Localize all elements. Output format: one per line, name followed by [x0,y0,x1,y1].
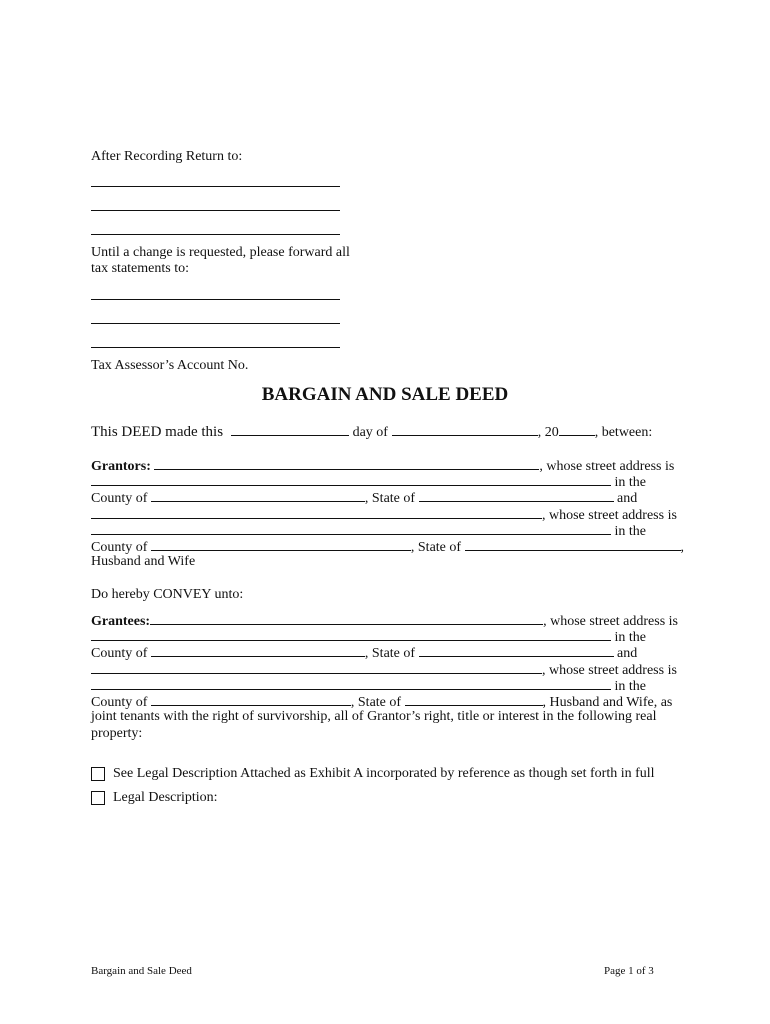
joint-tenants-text: joint tenants with the right of survivorship, all of Grantor’s right, title or interest in the following real [91,709,657,724]
grantors-label: Grantors: [91,459,151,474]
grantor-2-name-field[interactable] [91,506,542,519]
deed-text-1: This DEED made this [91,424,224,440]
deed-text-2: day of [352,425,388,440]
grantee-2-county-label: County of [91,695,148,710]
grantee-2-county-field[interactable] [151,693,351,706]
return-label: After Recording Return to: [91,149,243,164]
grantee-1-county-label: County of [91,646,148,661]
property-label: property: [91,726,143,741]
tax-address-line-2[interactable] [91,323,340,324]
grantor-2-state-label: , State of [410,540,462,555]
grantee-1-whose-address: , whose street address is [543,614,679,629]
grantee-1-in-the: in the [614,630,646,645]
grantee-2-state-field[interactable] [405,693,543,706]
grantee-2-in-the: in the [614,679,646,694]
exhibit-option-label: See Legal Description Attached as Exhibit A incorporated by reference as though set forth in full [113,766,655,781]
grantee-1-state-field[interactable] [419,644,614,657]
grantee-2-whose-address: , whose street address is [542,663,677,678]
legal-description-checkbox[interactable] [91,791,105,805]
tax-assessor-label: Tax Assessor’s Account No. [91,358,249,373]
tax-forward-label-1: Until a change is requested, please forward all [91,245,350,260]
deed-text-3: , 20 [537,425,559,440]
grantors-row-3 [91,489,637,507]
deed-date-line [91,423,652,441]
footer-document-name: Bargain and Sale Deed [91,965,192,977]
convey-label: Do hereby CONVEY unto: [91,587,244,602]
grantor-1-county-label: County of [91,491,148,506]
grantor-1-in-the: in the [614,475,646,490]
grantor-2-comma: , [680,540,685,555]
grantee-husband-wife-as: , Husband and Wife, as [542,695,673,710]
deed-year-field[interactable] [559,423,595,436]
legal-description-label: Legal Description: [113,790,218,805]
grantor-1-and: and [617,491,638,506]
grantee-1-address-field[interactable] [91,628,611,641]
grantee-1-name-field[interactable] [150,612,543,625]
exhibit-checkbox[interactable] [91,767,105,781]
grantee-2-state-label: , State of [350,695,402,710]
grantee-2-address-field[interactable] [91,677,611,690]
tax-address-line-3[interactable] [91,347,340,348]
deed-text-4: , between: [594,425,653,440]
grantor-1-whose-address: , whose street address is [539,459,675,474]
grantor-2-address-field[interactable] [91,522,611,535]
deed-day-field[interactable] [231,423,349,436]
grantee-1-and: and [617,646,638,661]
deed-month-field[interactable] [392,423,538,436]
grantor-2-county-field[interactable] [151,538,411,551]
grantor-1-county-field[interactable] [151,489,365,502]
grantor-1-address-field[interactable] [91,473,611,486]
tax-address-line-1[interactable] [91,299,340,300]
tax-forward-label-2: tax statements to: [91,261,189,276]
grantor-1-name-field[interactable] [154,457,539,470]
return-address-line-2[interactable] [91,210,340,211]
footer-page-number: Page 1 of 3 [604,965,654,977]
grantor-2-whose-address: , whose street address is [542,508,677,523]
grantor-2-in-the: in the [614,524,646,539]
grantee-1-county-field[interactable] [151,644,365,657]
grantor-1-state-label: , State of [364,491,416,506]
grantors-husband-wife: Husband and Wife [91,554,196,569]
grantees-label: Grantees: [91,614,151,629]
grantor-1-state-field[interactable] [419,489,614,502]
grantee-2-name-field[interactable] [91,661,542,674]
document-title: BARGAIN AND SALE DEED [261,384,509,405]
grantee-1-state-label: , State of [364,646,416,661]
return-address-line-3[interactable] [91,234,340,235]
grantor-2-state-field[interactable] [465,538,681,551]
grantees-row-3 [91,644,637,662]
grantor-2-county-label: County of [91,540,148,555]
return-address-line-1[interactable] [91,186,340,187]
